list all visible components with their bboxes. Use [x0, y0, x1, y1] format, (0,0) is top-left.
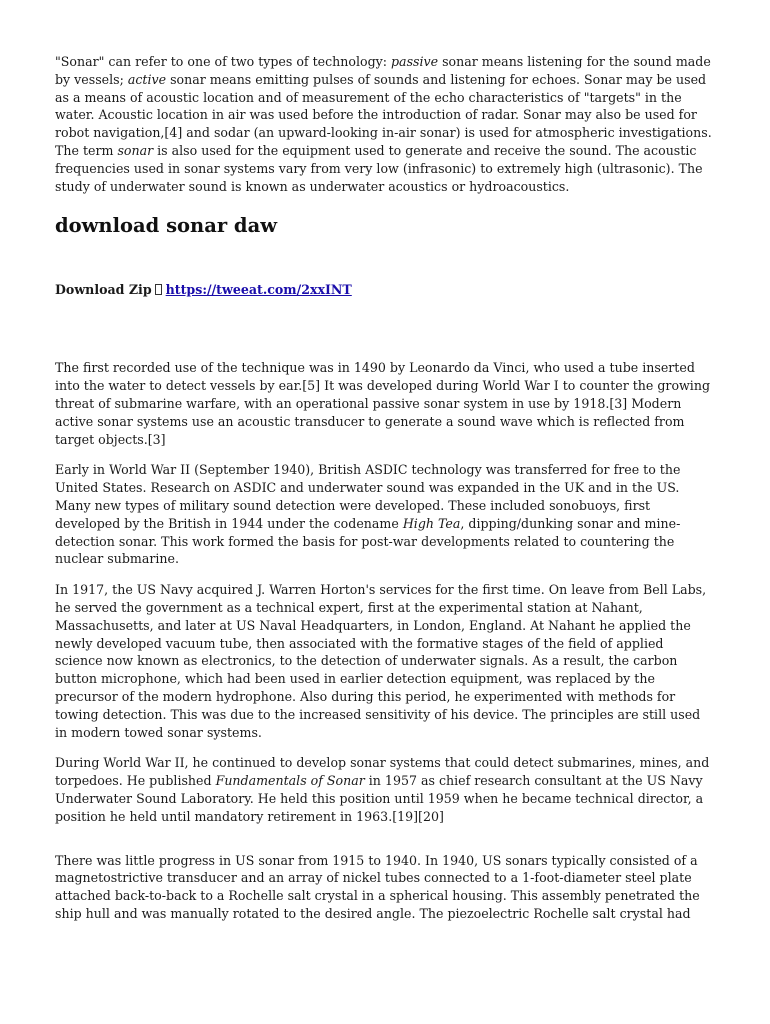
- intro-paragraph: [55, 53, 715, 195]
- paragraph-history: The first recorded use of the technique was in 1490 by Leonardo da Vinci, who used a tube inserted into the water to detect vessels by ear.[5] It was developed during World War I to counter the growing threat of submarine warfare, with an operational passive sonar system in use by 1918.[3] Modern active sonar systems use an acoustic transducer to generate a sound wave which is reflected from target objects.[3]: [55, 360, 711, 447]
- paragraph-fundamentals: [55, 754, 715, 825]
- paragraph-text: in 1957 as chief research consultant at the US Navy Underwater Sound Laboratory. He held this position until 1959 when he became technical director, a position he held until mandatory retirement in 1963.[19][20]: [55, 773, 704, 824]
- paragraph-text: Early in World War II (September 1940), British ASDIC technology was transferred for free to the United States. Research on ASDIC and underwater sound was expanded in the UK and in the US. Many new types of military sound detection were developed. These included sonobuoys, first developed by the British in 1944 under the codename: [55, 462, 681, 531]
- paragraph-emphasis-high-tea: High Tea: [402, 515, 461, 531]
- paragraph-horton: In 1917, the US Navy acquired J. Warren Horton's services for the first time. On leave from Bell Labs, he served the government as a technical expert, first at the experimental station at Nahant, Massachusetts, and later at US Naval Headquarters, in London, England. At Nahant he applied the newly developed vacuum tube, then associated with the formative stages of the field of applied science now known as electronics, to the detection of underwater signals. As a result, the carbon button microphone, which had been used in earlier detection equipment, was replaced by the precursor of the modern hydrophone. Also during this period, he experimented with methods for towing detection. This was due to the increased sensitivity of his device. The principles are still used in modern towed sonar systems.: [55, 582, 707, 740]
- download-link[interactable]: https://tweeat.com/2xxINT: [165, 282, 352, 298]
- download-row: [55, 281, 715, 298]
- download-label: Download Zip: [55, 282, 152, 298]
- paragraph-text: During World War II, he continued to develop sonar systems that could detect submarines, mines, and torpedoes. He published: [55, 755, 710, 789]
- intro-text: sonar means listening for the sound made by vessels;: [55, 54, 711, 87]
- paragraph-ww2: [55, 461, 715, 568]
- page-title: download sonar daw: [55, 214, 277, 238]
- intro-emphasis-sonar: sonar: [117, 142, 154, 158]
- paragraph-us-sonar: There was little progress in US sonar from 1915 to 1940. In 1940, US sonars typically consisted of a magnetostrictive transducer and an array of nickel tubes connected to a 1-foot-diameter steel plate attached back-to-back to a Rochelle salt crystal in a spherical housing. This assembly penetrated the ship hull and was manually rotated to the desired angle. The piezoelectric Rochelle salt crystal had: [55, 852, 700, 921]
- missing-glyph-icon: [155, 284, 162, 295]
- document-page: [55, 53, 715, 923]
- intro-emphasis-passive: passive: [391, 54, 439, 69]
- intro-text: "Sonar" can refer to one of two types of technology:: [55, 54, 391, 69]
- paragraph-text: , dipping/dunking sonar and mine-detection sonar. This work formed the basis for post-war developments related to countering the nuclear submarine.: [55, 515, 681, 567]
- intro-emphasis-active: active: [127, 71, 167, 87]
- intro-text: sonar means emitting pulses of sounds and listening for echoes. Sonar may be used as a means of acoustic location and of measurement of the echo characteristics of "targets" in the water. Acoustic location in air was used before the introduction of radar. Sonar may also be used for robot navigation,[4] and sodar (an upward-looking in-air sonar) is used for atmospheric investigations. The term: [55, 71, 712, 158]
- paragraph-emphasis-book-title: Fundamentals of Sonar: [215, 773, 365, 789]
- intro-text: is also used for the equipment used to generate and receive the sound. The acoustic frequencies used in sonar systems vary from very low (infrasonic) to extremely high (ultrasonic). The study of underwater sound is known as underwater acoustics or hydroacoustics.: [55, 142, 703, 194]
